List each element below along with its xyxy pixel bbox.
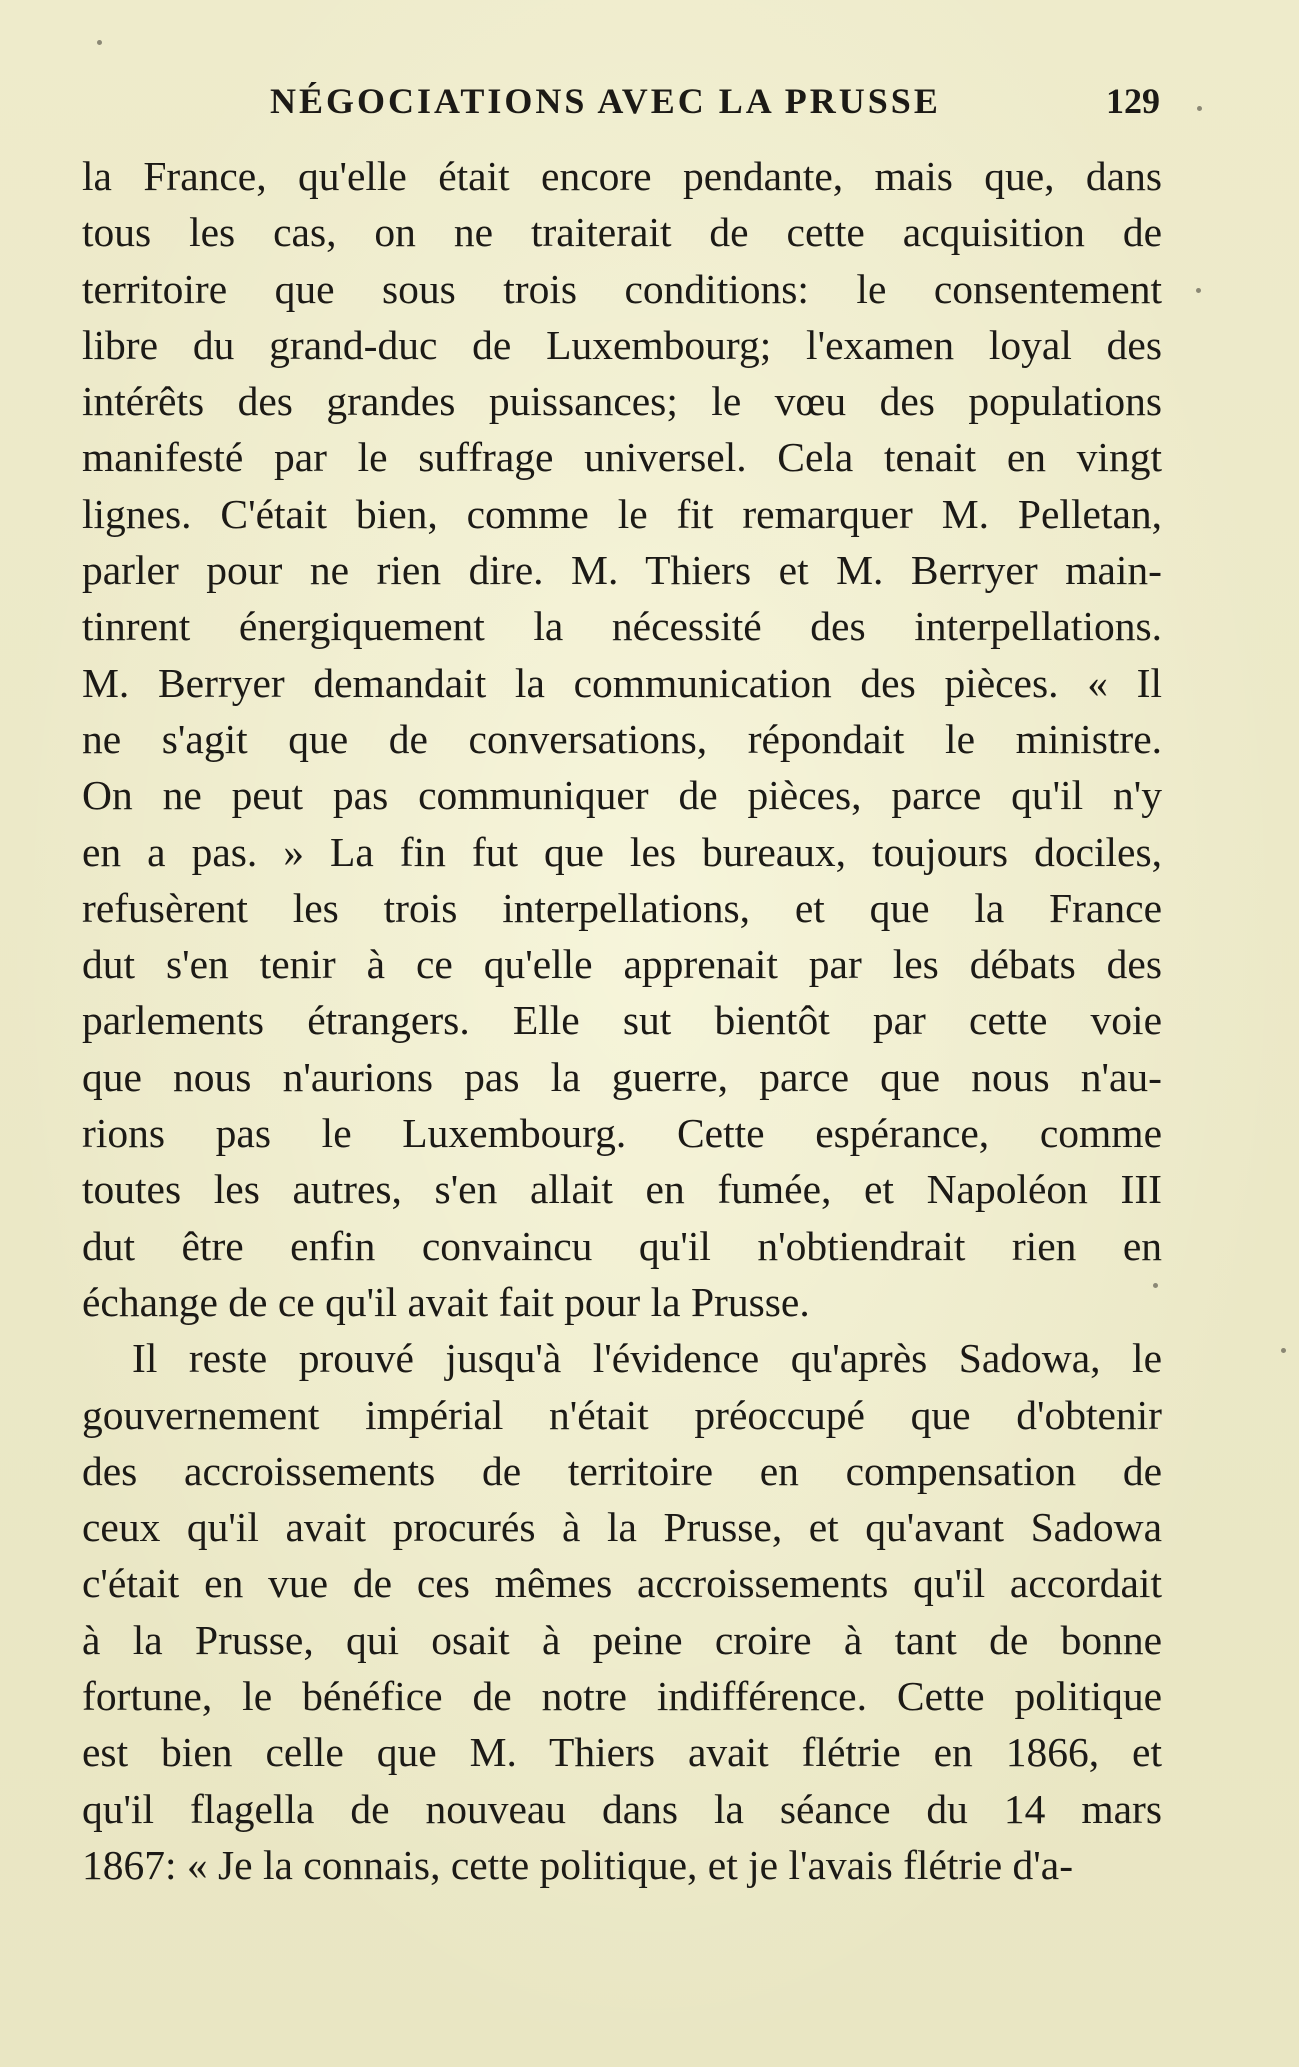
text-line: intérêts des grandes puissances; le vœu des populations xyxy=(82,378,1162,425)
text-line: échange de ce qu'il avait fait pour la Prusse. xyxy=(82,1278,810,1325)
body-text xyxy=(82,148,1162,1893)
text-line: gouvernement impérial n'était préoccupé que d'obtenir xyxy=(82,1391,1162,1438)
text-line: en a pas. » La fin fut que les bureaux, toujours dociles, xyxy=(82,828,1162,875)
text-line: parler pour ne rien dire. M. Thiers et M. Berryer main- xyxy=(82,547,1162,594)
page-header xyxy=(80,80,1160,130)
text-line: parlements étrangers. Elle sut bientôt par cette voie xyxy=(82,997,1162,1044)
text-line: M. Berryer demandait la communication des pièces. « Il xyxy=(82,659,1162,706)
text-line: libre du grand-duc de Luxembourg; l'examen loyal des xyxy=(82,321,1162,368)
text-line: territoire que sous trois conditions: le consentement xyxy=(82,265,1162,312)
running-head: NÉGOCIATIONS AVEC LA PRUSSE xyxy=(270,81,941,121)
text-line: à la Prusse, qui osait à peine croire à tant de bonne xyxy=(82,1616,1162,1663)
page-number: 129 xyxy=(1106,81,1160,121)
text-line: 1867: « Je la connais, cette politique, et je l'avais flétrie d'a- xyxy=(82,1841,1074,1888)
text-line: refusèrent les trois interpellations, et que la France xyxy=(82,884,1162,931)
ink-speck xyxy=(1281,1348,1286,1353)
paragraph xyxy=(82,148,1162,1330)
text-line: fortune, le bénéfice de notre indifférence. Cette politique xyxy=(82,1673,1162,1720)
text-line: ceux qu'il avait procurés à la Prusse, et qu'avant Sadowa xyxy=(82,1504,1162,1551)
text-line: qu'il flagella de nouveau dans la séance du 14 mars xyxy=(82,1785,1162,1832)
text-line: c'était en vue de ces mêmes accroissements qu'il accordait xyxy=(82,1560,1162,1607)
text-line: que nous n'aurions pas la guerre, parce que nous n'au- xyxy=(82,1053,1162,1100)
text-line: dut être enfin convaincu qu'il n'obtiendrait rien en xyxy=(82,1222,1162,1269)
text-line: On ne peut pas communiquer de pièces, parce qu'il n'y xyxy=(82,772,1162,819)
text-line: Il reste prouvé jusqu'à l'évidence qu'après Sadowa, le xyxy=(132,1335,1162,1382)
ink-speck xyxy=(97,40,102,45)
text-line: tous les cas, on ne traiterait de cette acquisition de xyxy=(82,209,1162,256)
text-line: ne s'agit que de conversations, répondait le ministre. xyxy=(82,715,1162,762)
text-line: des accroissements de territoire en compensation de xyxy=(82,1447,1162,1494)
ink-speck xyxy=(1197,106,1202,111)
text-line: manifesté par le suffrage universel. Cela tenait en vingt xyxy=(82,434,1162,481)
text-line: dut s'en tenir à ce qu'elle apprenait par les débats des xyxy=(82,941,1162,988)
text-line: rions pas le Luxembourg. Cette espérance, comme xyxy=(82,1110,1162,1157)
text-line: tinrent énergiquement la nécessité des interpellations. xyxy=(82,603,1162,650)
text-line: lignes. C'était bien, comme le fit remarquer M. Pelletan, xyxy=(82,490,1162,537)
ink-speck xyxy=(1153,1283,1158,1288)
ink-speck xyxy=(1196,288,1201,293)
text-line: est bien celle que M. Thiers avait flétrie en 1866, et xyxy=(82,1729,1162,1776)
text-line: la France, qu'elle était encore pendante, mais que, dans xyxy=(82,153,1162,199)
text-line: toutes les autres, s'en allait en fumée, et Napoléon III xyxy=(82,1166,1162,1213)
paragraph xyxy=(82,1330,1162,1893)
